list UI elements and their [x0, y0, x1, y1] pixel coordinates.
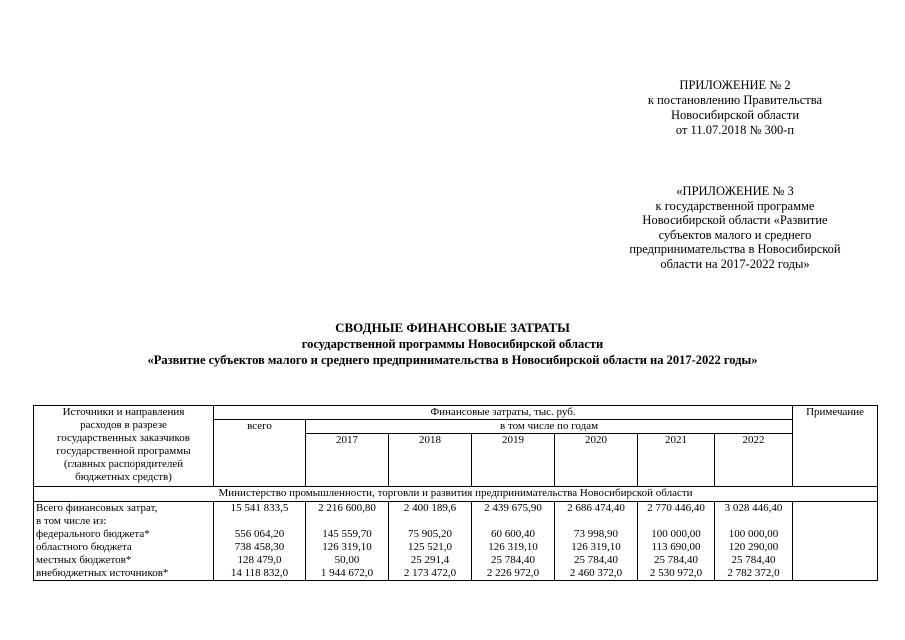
year-value: [640, 515, 712, 528]
year-value: 126 319,10: [488, 541, 538, 553]
year-values-2020: [555, 502, 638, 581]
year-value: 2 530 972,0: [649, 567, 703, 579]
source-header-line: расходов в разрезе: [80, 419, 167, 431]
title-line-3: «Развитие субъектов малого и среднего предпринимательства в Новосибирской области на 2017-2022 годы»: [147, 353, 758, 367]
source-header-cell: [34, 406, 214, 487]
year-value: 2 782 372,0: [727, 567, 780, 579]
year-values-2018: [389, 502, 472, 581]
year-value: 2 439 675,90: [484, 502, 542, 514]
financial-costs-table: [33, 405, 878, 581]
year-value: 25 784,40: [731, 554, 776, 566]
appendix-2-line: от 11.07.2018 № 300-п: [675, 123, 795, 137]
by-years-header: в том числе по годам: [306, 420, 793, 434]
title-line-2: государственной программы Новосибирской области: [301, 337, 604, 351]
year-value: [557, 515, 635, 528]
year-value: 3 028 446,40: [724, 502, 783, 514]
appendix-3-line: Новосибирской области «Развитие: [642, 213, 828, 227]
total-values: [214, 502, 306, 581]
total-value: 14 118 832,0: [230, 567, 289, 579]
year-value: 2 173 472,0: [403, 567, 457, 579]
total-value: 556 064,20: [234, 528, 285, 540]
source-header-line: бюджетных средств): [75, 471, 172, 483]
year-value: 145 559,70: [322, 528, 372, 540]
year-header: 2018: [389, 434, 472, 487]
source-header-line: государственной программы: [56, 445, 191, 457]
year-value: 2 460 372,0: [569, 567, 623, 579]
appendix-3-line: «ПРИЛОЖЕНИЕ № 3: [676, 184, 794, 198]
year-value: 126 319,10: [571, 541, 621, 553]
year-value: [474, 515, 552, 528]
year-value: 1 944 672,0: [320, 567, 374, 579]
document-title: [0, 320, 905, 368]
year-header: 2019: [472, 434, 555, 487]
row-label: федерального бюджета*: [36, 528, 150, 540]
year-values-2019: [472, 502, 555, 581]
row-label: областного бюджета: [36, 541, 132, 553]
year-value: 125 521,0: [408, 541, 452, 553]
year-header: 2021: [638, 434, 715, 487]
source-header-line: (главных распорядителей: [63, 458, 184, 470]
row-label: внебюджетных источников*: [36, 567, 169, 579]
year-value: 113 690,00: [651, 541, 701, 553]
table-row: [34, 502, 878, 581]
row-label: в том числе из:: [36, 515, 107, 527]
year-value: 25 291,4: [410, 554, 450, 566]
total-value: 738 458,30: [234, 541, 285, 553]
costs-header: Финансовые затраты, тыс. руб.: [214, 406, 793, 420]
note-header: Примечание: [793, 406, 878, 487]
year-value: 2 226 972,0: [486, 567, 540, 579]
year-value: 2 770 446,40: [647, 502, 705, 514]
year-value: 25 784,40: [491, 554, 535, 566]
appendix-2-heading: [610, 78, 860, 138]
year-header: 2017: [306, 434, 389, 487]
year-value: 60 600,40: [491, 528, 535, 540]
source-header-line: государственных заказчиков: [57, 432, 190, 444]
year-value: 73 998,90: [574, 528, 618, 540]
total-value: [216, 515, 303, 528]
year-value: 25 784,40: [654, 554, 698, 566]
year-value: 75 905,20: [408, 528, 452, 540]
row-label: Всего финансовых затрат,: [36, 502, 158, 514]
year-value: 2 686 474,40: [567, 502, 625, 514]
appendix-3-heading: [590, 184, 880, 271]
year-value: 100 000,00: [651, 528, 701, 540]
year-header: 2022: [715, 434, 793, 487]
appendix-3-line: к государственной программе: [655, 198, 815, 213]
appendix-3-line: предпринимательства в Новосибирской: [629, 242, 841, 256]
note-cell: [793, 502, 878, 581]
total-value: 128 479,0: [237, 554, 282, 566]
year-values-2022: [715, 502, 793, 581]
year-value: 2 400 189,6: [403, 502, 457, 514]
year-values-2017: [306, 502, 389, 581]
ministry-name: Министерство промышленности, торговли и развития предпринимательства Новосибирской области: [34, 487, 878, 502]
year-value: 126 319,10: [322, 541, 372, 553]
header-row-1: [34, 406, 878, 420]
year-value: [391, 515, 469, 528]
row-label: местных бюджетов*: [36, 554, 132, 566]
year-value: 100 000,00: [728, 528, 779, 540]
total-header: всего: [214, 420, 306, 487]
year-values-2021: [638, 502, 715, 581]
appendix-2-line: к постановлению Правительства: [647, 93, 823, 107]
year-value: [717, 515, 790, 528]
year-value: 50,00: [334, 554, 360, 566]
title-line-1: СВОДНЫЕ ФИНАНСОВЫЕ ЗАТРАТЫ: [335, 320, 570, 335]
appendix-2-line: Новосибирской области: [670, 108, 800, 122]
year-header: 2020: [555, 434, 638, 487]
row-labels: [34, 502, 214, 581]
ministry-row: [34, 487, 878, 502]
appendix-3-line: субъектов малого и среднего: [658, 227, 812, 242]
year-value: 2 216 600,80: [318, 502, 376, 514]
year-value: [308, 515, 386, 528]
source-header-line: Источники и направления: [62, 406, 185, 418]
appendix-3-line: области на 2017-2022 годы»: [660, 256, 810, 271]
year-value: 120 290,00: [728, 541, 779, 553]
total-value: 15 541 833,5: [230, 502, 289, 514]
year-value: 25 784,40: [574, 554, 618, 566]
appendix-2-line: ПРИЛОЖЕНИЕ № 2: [679, 78, 791, 92]
